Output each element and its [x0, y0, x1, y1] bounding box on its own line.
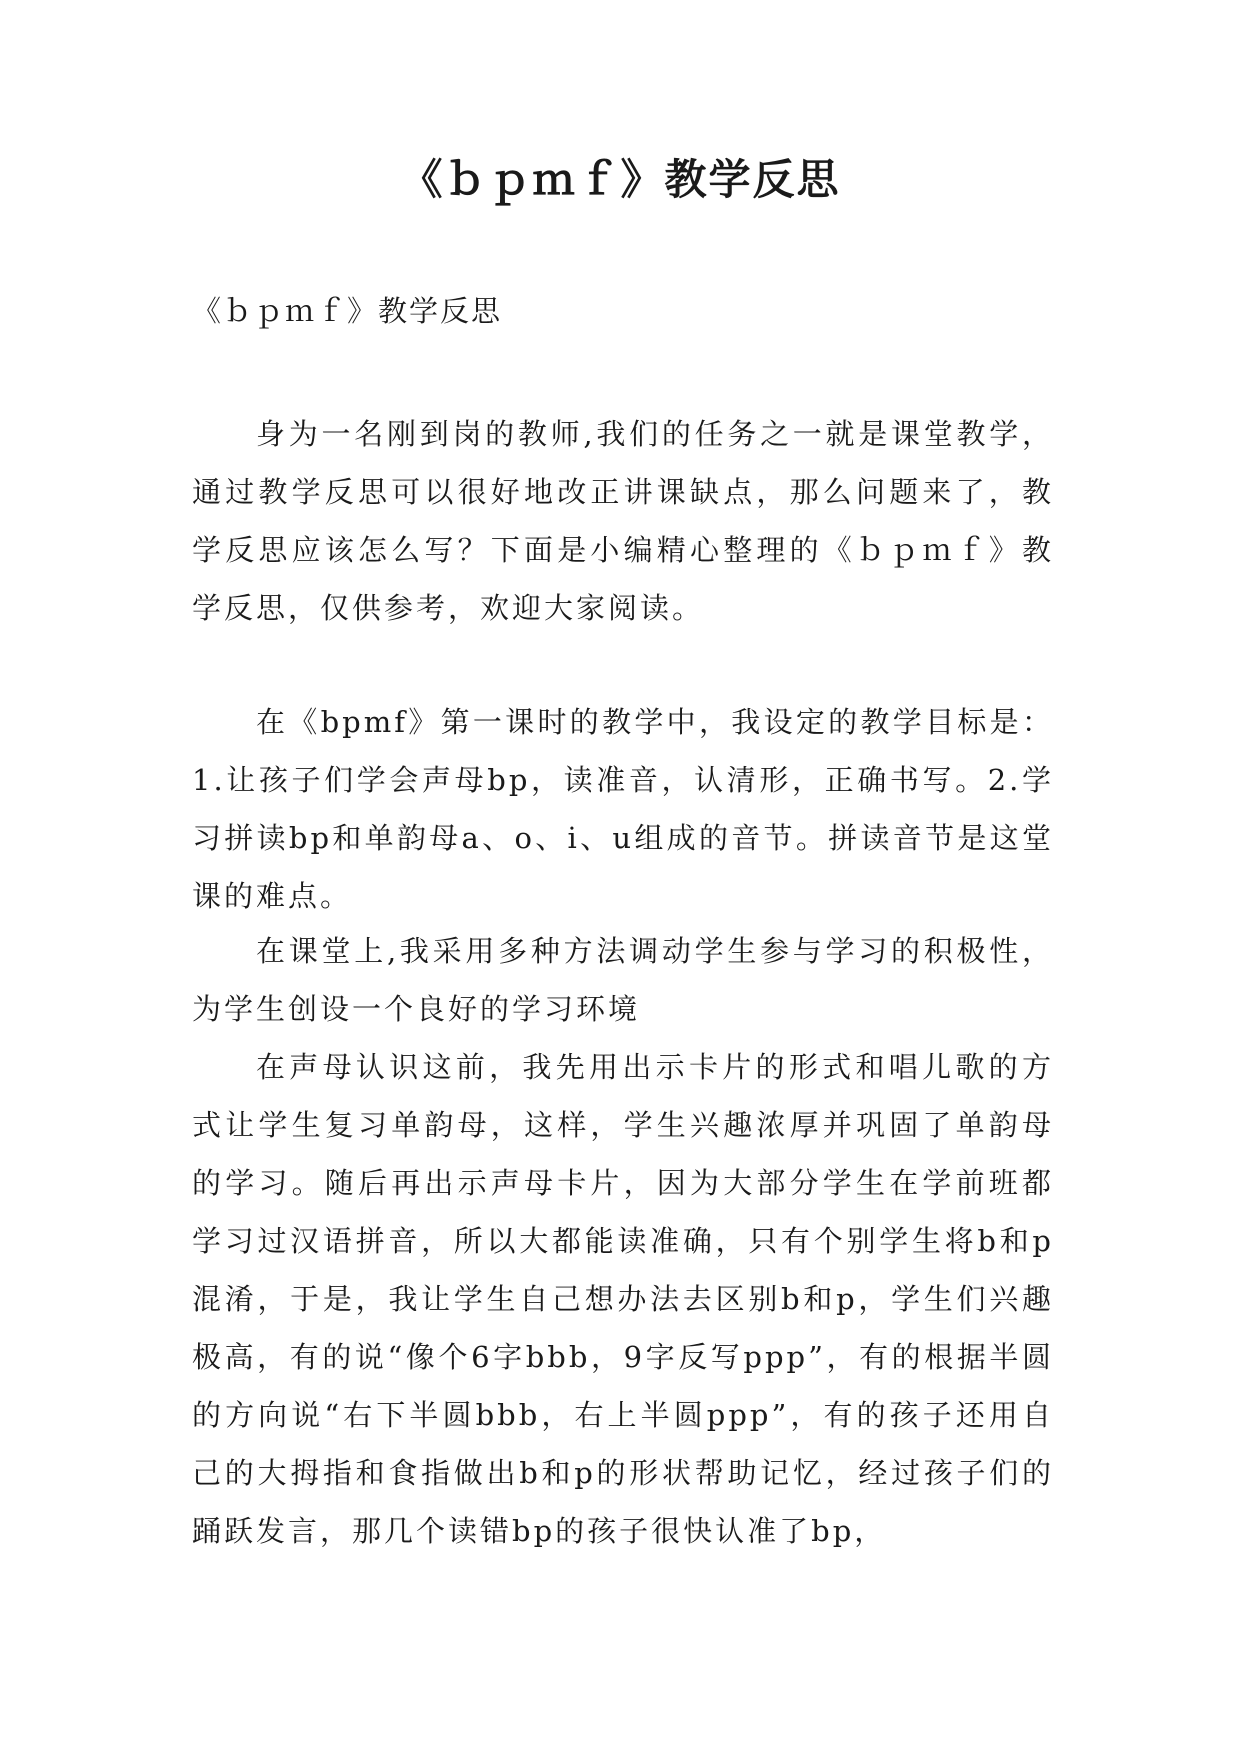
intro-paragraph: 身为一名刚到岗的教师,我们的任务之一就是课堂教学，通过教学反思可以很好地改正讲课缺点，那么问题来了，教学反思应该怎么写？下面是小编精心整理的《ｂｐｍｆ》教学反思，仅供参考，欢迎大家阅读。 [192, 417, 1054, 625]
teaching-goals-paragraph: 在《bpmf》第一课时的教学中，我设定的教学目标是：1.让孩子们学会声母bp，读准音，认清形，正确书写。2.学习拼读bp和单韵母a、o、i、u组成的音节。拼读音节是这堂课的难点。 [192, 705, 1054, 913]
classroom-methods-paragraph: 在课堂上,我采用多种方法调动学生参与学习的积极性，为学生创设一个良好的学习环境 [192, 934, 1054, 1026]
document-subtitle: 《ｂｐｍｆ》教学反思 [192, 294, 503, 328]
initial-recognition-paragraph: 在声母认识这前，我先用出示卡片的形式和唱儿歌的方式让学生复习单韵母，这样，学生兴趣浓厚并巩固了单韵母的学习。随后再出示声母卡片，因为大部分学生在学前班都学习过汉语拼音，所以大都能读准确，只有个别学生将b和p混淆，于是，我让学生自己想办法去区别b和p，学生们兴趣极高，有的说“像个6字bbb，9字反写ppp”，有的根据半圆的方向说“右下半圆bbb，右上半圆ppp”，有的孩子还用自己的大拇指和食指做出b和p的形状帮助记忆，经过孩子们的踊跃发言，那几个读错bp的孩子很快认准了bp， [192, 1050, 1054, 1548]
document-title: 《ｂｐｍｆ》教学反思 [400, 155, 841, 204]
